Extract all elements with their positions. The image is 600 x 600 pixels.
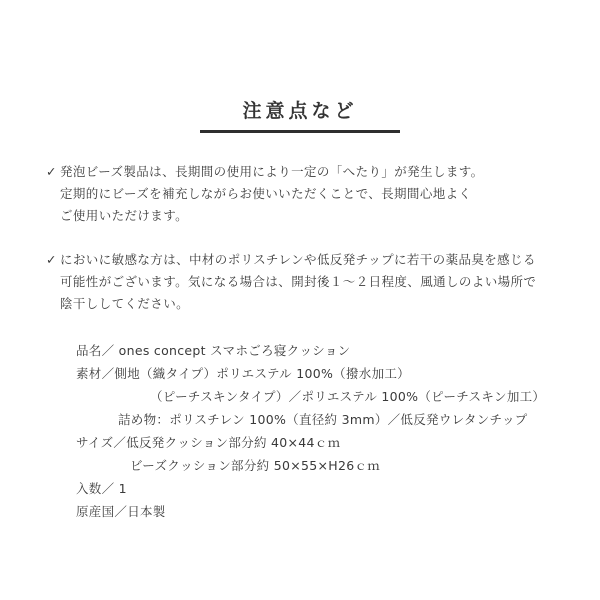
title-underline	[200, 130, 400, 133]
spec-material-peach: （ピーチスキンタイプ）／ポリエステル 100%（ピーチスキン加工）	[150, 389, 546, 404]
notice-line: 定期的にビーズを補充しながらお使いいただくことで、長期間心地よく	[60, 186, 472, 201]
notice-line: 可能性がございます。気になる場合は、開封後１～２日程度、風通しのよい場所で	[60, 274, 537, 289]
notice-item-settling	[46, 161, 484, 227]
page-title: 注意点など	[242, 100, 358, 122]
spec-size-low: サイズ／低反発クッション部分約 40×44ｃｍ	[76, 435, 341, 450]
check-icon: ✓	[46, 164, 57, 179]
spec-size-beads: ビーズクッション部分約 50×55×H26ｃｍ	[130, 458, 381, 473]
spec-product-name: 品名／ ones concept スマホごろ寝クッション	[76, 343, 351, 358]
notice-item-odor	[46, 249, 536, 315]
check-icon: ✓	[46, 252, 57, 267]
spec-origin: 原産国／日本製	[76, 504, 166, 519]
notice-line: 陰干ししてください。	[60, 296, 190, 311]
spec-quantity: 入数／ 1	[76, 481, 127, 496]
notice-line: ご使用いただけます。	[60, 208, 189, 223]
spec-material-side: 素材／側地（織タイプ）ポリエステル 100%（撥水加工）	[76, 366, 410, 381]
notice-line: ✓ 発泡ビーズ製品は、長期間の使用により一定の「へたり」が発生します。	[46, 161, 484, 183]
notice-line: ✓ においに敏感な方は、中材のポリスチレンや低反発チップに若干の薬品臭を感じる	[46, 249, 536, 271]
spec-filling: 詰め物：ポリスチレン 100%（直径約 3mm）／低反発ウレタンチップ	[118, 412, 528, 427]
